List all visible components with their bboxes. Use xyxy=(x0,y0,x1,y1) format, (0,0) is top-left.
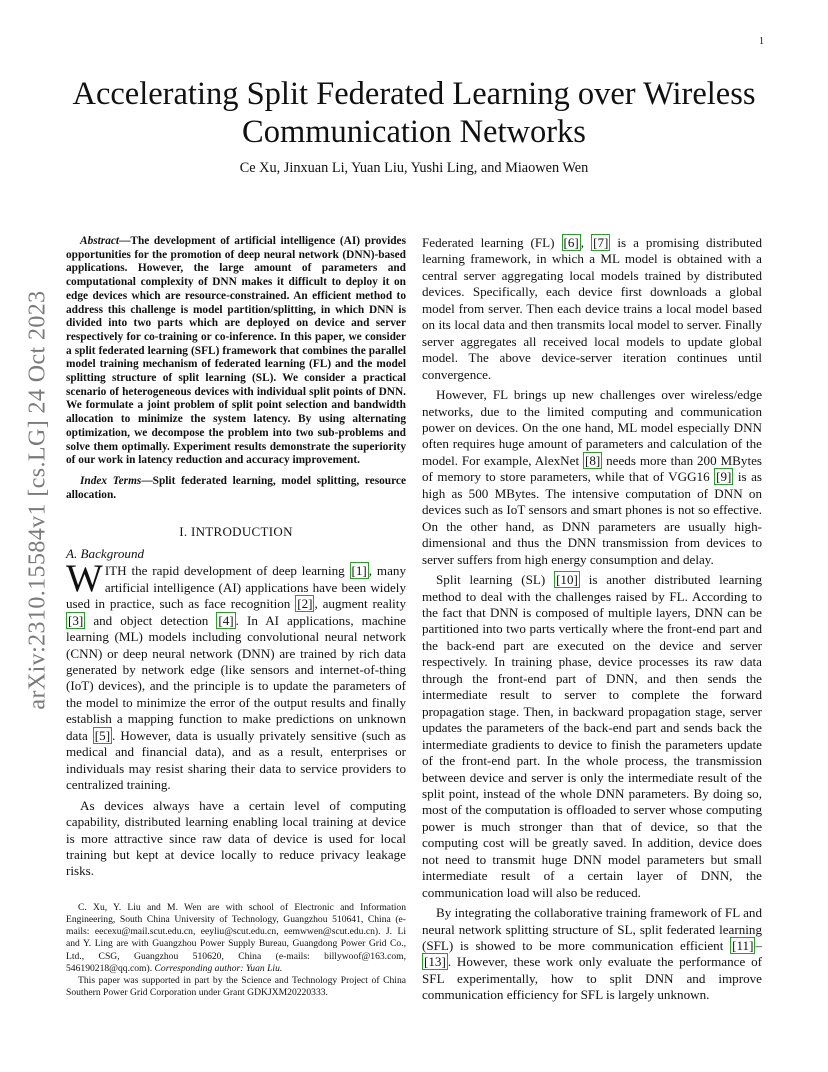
arxiv-identifier: arXiv:2310.15584v1 [cs.LG] 24 Oct 2023 xyxy=(24,290,51,710)
right-paragraph-2 xyxy=(422,387,762,568)
title-line-2: Communication Networks xyxy=(242,114,586,150)
corresponding-author: Corresponding author: Yuan Liu. xyxy=(154,962,283,974)
intro-paragraph-2: As devices always have a certain level of computing capability, distributed learning enabling local training at device is more attractive since raw data of device is used for local training but kept at device locally to reduce privacy leakage risks. xyxy=(66,797,406,879)
text-run: is a promising distributed learning framework, in which a ML model is obtained with a central server aggregating local models trained by distributed devices. Specifically, each device first downloads a global model from server. Then each device trains a local model based on its local data and then transmits local model to server. Finally server aggregates all received local models to update global model. The above device-server iteration continues until convergence. xyxy=(422,235,763,382)
page-number: 1 xyxy=(759,36,764,47)
funding-footnote: This paper was supported in part by the Science and Technology Project of China Southern Power Grid Corporation under Grant GDKJXM20220333. xyxy=(66,975,406,999)
right-paragraph-4 xyxy=(422,905,762,1004)
citation-link[interactable]: [2] xyxy=(297,596,313,612)
text-run: , augment reality xyxy=(314,596,406,612)
text-run: is another distributed learning method to deal with the challenges raised by FL. According to the fact that DNN is composed of multiple layers, DNN can be partitioned into two parts vertically where the front-end part and the back-end part are executed on the device and server respectively. In training phase, device processes its raw data through the front-end part of DNN, and then sends the intermediate result to server to complete the forward propagation stage. Then, in backward propagation stage, server updates the parameters of the back-end part and sends back the intermediate gradients to device to finish the parameters update of the front-end part. In the whole process, the transmission between device and server is only the intermediate result of the split point, instead of the whole DNN parameters. By doing so, most of the computation is offloaded to server whose computing power is much stronger than that of device, so that the computing cost will be greatly saved. In addition, device does not need to transmit huge DNN model parameters but small intermediate result of a certain layer of DNN, the communication load will also be reduced. xyxy=(422,572,763,900)
paper-title xyxy=(60,75,768,151)
footnote-text: C. Xu, Y. Liu and M. Wen are with school of Electronic and Information Engineering, South China University of Technology, Guangzhou 510641, China (e-mails: eecexu@mail.scut.edu.cn, eeyliu@scut.edu.cn, eemwwen@scut.edu.cn). J. Li and Y. Ling are with Guangzhou Power Supply Bureau, Guangdong Power Grid Co., Ltd., CSG, Guangzhou 510620, China (e-mails: billywoof@163.com, 546190218@qq.com). xyxy=(66,901,406,974)
citation-link[interactable]: [3] xyxy=(68,612,84,628)
abstract xyxy=(66,235,406,468)
text-run: By integrating the collaborative training framework of FL and neural network splitting structure of SL, split federated learning (SFL) is showed to be more communication efficient xyxy=(422,905,762,954)
right-paragraph-3 xyxy=(422,572,762,901)
left-column xyxy=(66,235,406,1000)
text-run: . However, these work only evaluate the performance of SFL experimentally, how to split DNN and improve communication efficiency for SFL is largely unknown. xyxy=(422,954,762,1003)
index-terms-text: —Split federated learning, model splitting, resource allocation. xyxy=(66,474,406,501)
citation-link[interactable]: [7] xyxy=(593,235,609,250)
index-terms-label: Index Terms xyxy=(80,474,142,487)
text-run: . However, data is usually privately sensitive (such as medical and financial data), and as a result, enterprises or individuals may resist sharing their data to service providers to centralized training. xyxy=(66,727,406,793)
text-run: needs more than 200 MBytes of memory to store parameters, while that of VGG16 xyxy=(422,452,762,485)
text-run: – xyxy=(755,938,762,954)
intro-paragraph-1 xyxy=(66,557,406,793)
citation-link[interactable]: [1] xyxy=(351,563,367,579)
text-run: is as high as 500 MBytes. The intensive computation of DNN on devices such as IoT sensors and smart phones is not so effective. On the other hand, as DNN parameters are usually high-dimensional and thus the DNN transmission from devices to server suffers from high energy consumption and delay. xyxy=(422,469,763,567)
citation-link[interactable]: [6] xyxy=(563,235,579,250)
text-run: and object detection xyxy=(85,612,217,628)
citation-link[interactable]: [13] xyxy=(424,954,446,970)
citation-link[interactable]: [11] xyxy=(732,938,754,954)
text-run: ITH the rapid development of deep learning xyxy=(104,563,350,579)
drop-cap: W xyxy=(66,557,103,601)
author-list: Ce Xu, Jinxuan Li, Yuan Liu, Yushi Ling, and Miaowen Wen xyxy=(239,160,589,176)
right-column xyxy=(422,235,762,1004)
citation-link[interactable]: [5] xyxy=(94,727,111,743)
citation-link[interactable]: [4] xyxy=(218,612,234,628)
footnotes xyxy=(66,902,406,1000)
text-run: , many artificial intelligence (AI) applications have been widely used in practice, such as face recognition xyxy=(66,563,406,612)
affiliation-footnote xyxy=(66,902,406,975)
text-run: Split learning (SL) xyxy=(436,572,555,588)
citation-link[interactable]: [9] xyxy=(716,469,732,485)
section-heading: I. INTRODUCTION xyxy=(179,524,293,540)
citation-link[interactable]: [8] xyxy=(584,452,601,468)
abstract-label: Abstract xyxy=(80,235,120,247)
text-run: . In AI applications, machine learning (ML) models including convolutional neural network (CNN) or deep neural network (DNN) are trained by rich data generated by network edge (like sensors and internet-of-thing (IoT) devices), and the principle is to update the parameters of the model to minimize the error of the output results and finally establish a mapping function to make predictions on unknown data xyxy=(66,612,406,743)
subsection-heading: A. Background xyxy=(66,545,145,561)
arxiv-sidebar xyxy=(18,290,58,710)
citation-link[interactable]: [10] xyxy=(556,572,578,588)
right-paragraph-1 xyxy=(422,235,762,383)
index-terms xyxy=(66,475,406,502)
text-run: However, FL brings up new challenges over wireless/edge networks, due to the limited computing and communication power on devices. On the one hand, ML model especially DNN often requires huge amount of parameters and calculation of the model. For example, AlexNet xyxy=(422,387,762,468)
text-run: Federated learning (FL) xyxy=(422,235,562,250)
title-line-1: Accelerating Split Federated Learning over Wireless xyxy=(72,76,756,112)
text-run: , xyxy=(580,235,592,250)
abstract-text: —The development of artificial intelligence (AI) provides opportunities for the promotion of deep neural network (DNN)-based applications. However, the large amount of parameters and computational complexity of DNN makes it difficult to deploy it on edge devices which are resource-constrained. An efficient method to address this challenge is model partition/splitting, in which DNN is divided into two parts which are deployed on device and server respectively for co-training or co-inference. In this paper, we consider a split federated learning (SFL) framework that combines the parallel model training mechanism of federated learning (FL) and the model splitting structure of split learning (SL). We consider a practical scenario of heterogeneous devices with individual split points of DNN. We formulate a joint problem of split point selection and bandwidth allocation to minimize the system latency. By using alternating optimization, we decompose the problem into two sub-problems and solve them optimally. Experiment results demonstrate the superiority of our work in latency reduction and accuracy improvement. xyxy=(66,235,406,467)
